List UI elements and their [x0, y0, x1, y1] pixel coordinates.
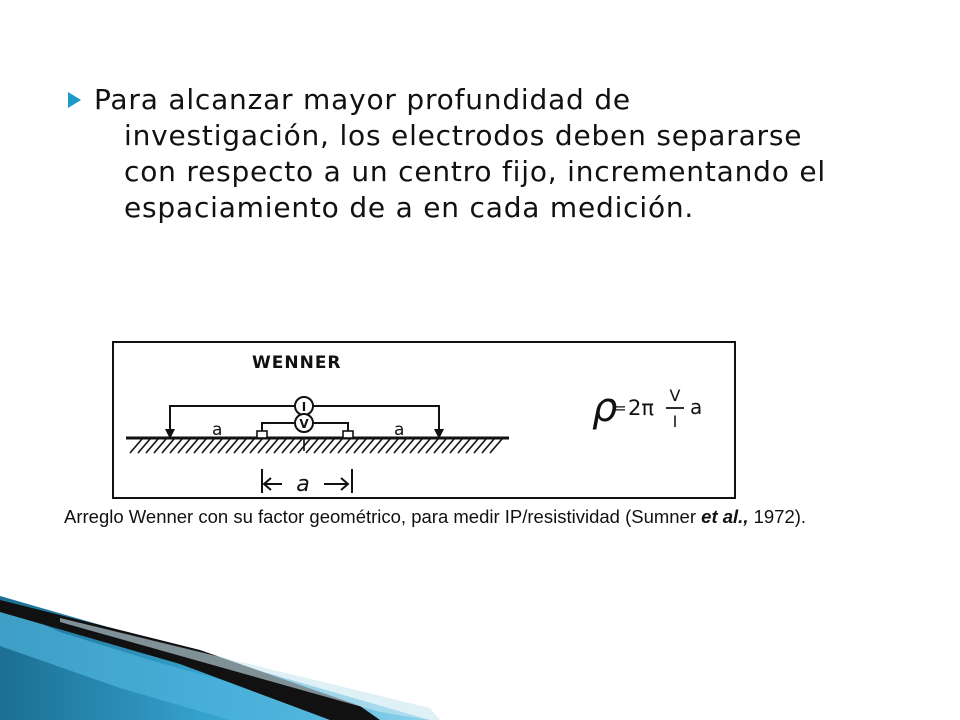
formula-denominator: I [672, 412, 678, 431]
figure-caption [64, 506, 944, 528]
wenner-diagram-drawing [114, 343, 734, 497]
spacing-label-left: a [212, 420, 223, 440]
current-meter-symbol: I [301, 400, 307, 414]
spacing-arrow-label: a [296, 472, 310, 497]
caption-text-after: 1972). [748, 506, 807, 527]
caption-text-before: Arreglo Wenner con su factor geométrico, para medir IP/resistividad (Sumner [64, 506, 702, 527]
arrow-bullet-icon [68, 92, 81, 108]
formula-rho: ρ [592, 385, 618, 431]
wenner-diagram [112, 341, 736, 499]
formula-equals: = [614, 399, 627, 417]
bullet-text: Para alcanzar mayor profundidad de investigación, los electrodos deben separarse con respecto a un centro fijo, incrementando el espaciamiento de a en cada medición. [94, 83, 826, 224]
formula-numerator: V [669, 386, 681, 405]
bullet-paragraph [68, 82, 828, 226]
caption-italic: et al., [701, 506, 749, 527]
voltage-meter-symbol: V [299, 417, 309, 431]
ground-hatching [130, 439, 502, 453]
potential-electrode-left [257, 431, 267, 438]
formula-coefficient: 2π [628, 396, 655, 420]
spacing-label-right: a [394, 420, 405, 440]
potential-electrode-right [343, 431, 353, 438]
corner-swoosh-decoration [0, 560, 960, 720]
formula-factor: a [690, 395, 703, 419]
diagram-title: WENNER [252, 353, 342, 373]
